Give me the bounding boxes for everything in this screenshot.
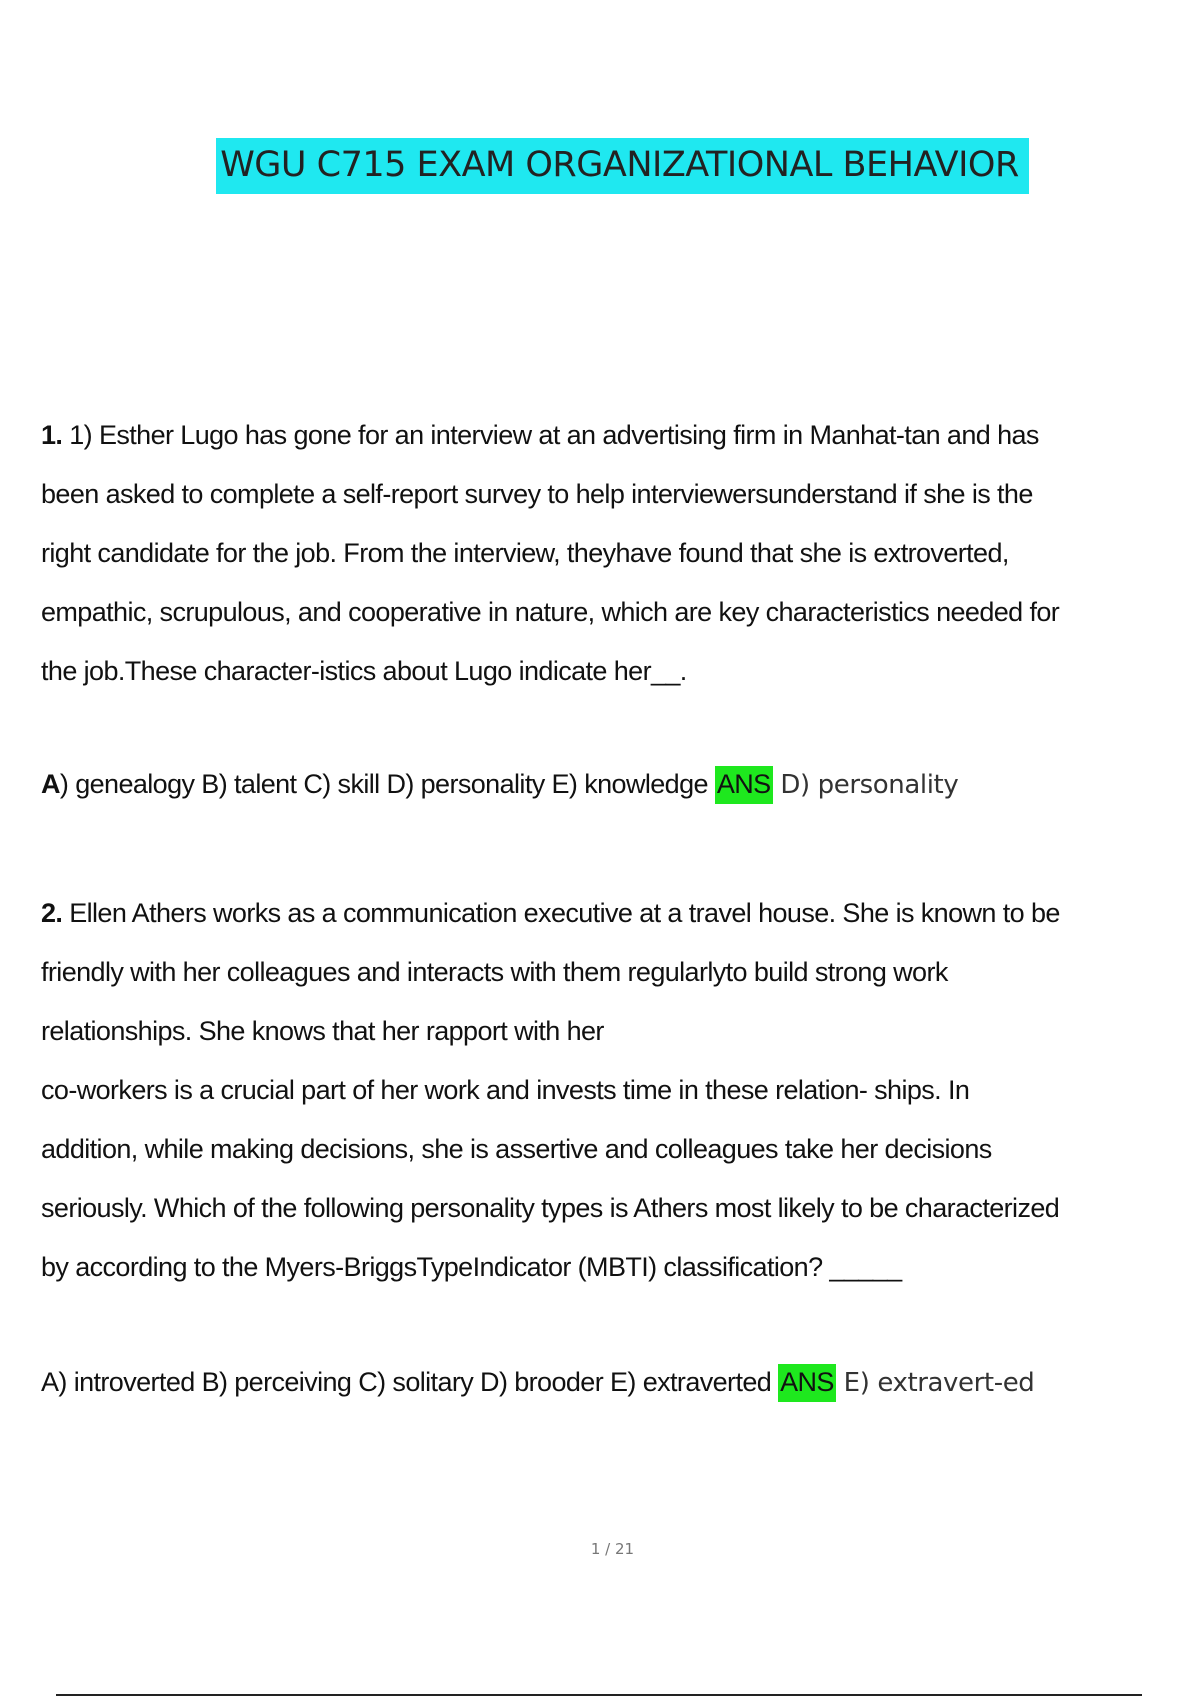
- page-indicator: 1 / 21: [590, 1540, 635, 1558]
- question-text: by according to the Myers-BriggsTypeIndicator (MBTI) classification? _____: [41, 1252, 902, 1282]
- question-2: [41, 884, 1181, 1297]
- options-text: A) introverted B) perceiving C) solitary D) brooder E) extraverted: [41, 1367, 772, 1397]
- correct-answer: D) personality: [772, 770, 959, 800]
- ans-badge: ANS: [778, 1364, 836, 1402]
- question-number: 1.: [41, 420, 63, 450]
- question-text: co-workers is a crucial part of her work and invests time in these relation- ships. In: [41, 1075, 970, 1105]
- answer-options-1: [41, 760, 958, 809]
- question-text: right candidate for the job. From the interview, theyhave found that she is extroverted,: [41, 538, 1009, 568]
- page-divider: [56, 1694, 1142, 1696]
- document-title: WGU C715 EXAM ORGANIZATIONAL BEHAVIOR: [216, 138, 1029, 194]
- question-text: relationships. She knows that her rapport with her: [41, 1016, 604, 1046]
- question-text: been asked to complete a self-report survey to help interviewersunderstand if she is the: [41, 479, 1033, 509]
- question-text: 1) Esther Lugo has gone for an interview at an advertising firm in Manhat-tan and has: [62, 420, 1039, 450]
- question-line: [41, 884, 1181, 943]
- ans-badge: ANS: [715, 766, 773, 804]
- answer-options-2: [41, 1358, 1034, 1407]
- question-text: seriously. Which of the following personality types is Athers most likely to be characterized: [41, 1193, 1060, 1223]
- question-text: friendly with her colleagues and interacts with them regularlyto build strong work: [41, 957, 948, 987]
- question-number: 2.: [41, 898, 63, 928]
- question-text: empathic, scrupulous, and cooperative in nature, which are key characteristics needed for: [41, 597, 1060, 627]
- question-text: Ellen Athers works as a communication executive at a travel house. She is known to be: [62, 898, 1060, 928]
- question-1: [41, 406, 1181, 701]
- question-text: addition, while making decisions, she is assertive and colleagues take her decisions: [41, 1134, 992, 1164]
- question-text: the job.These character-istics about Lugo indicate her__.: [41, 656, 687, 686]
- question-line: [41, 406, 1181, 465]
- title-container: [0, 138, 1200, 194]
- correct-answer: E) extravert-ed: [835, 1368, 1035, 1398]
- options-text: ) genealogy B) talent C) skill D) personality E) knowledge: [59, 769, 708, 799]
- option-letter: A: [41, 769, 60, 799]
